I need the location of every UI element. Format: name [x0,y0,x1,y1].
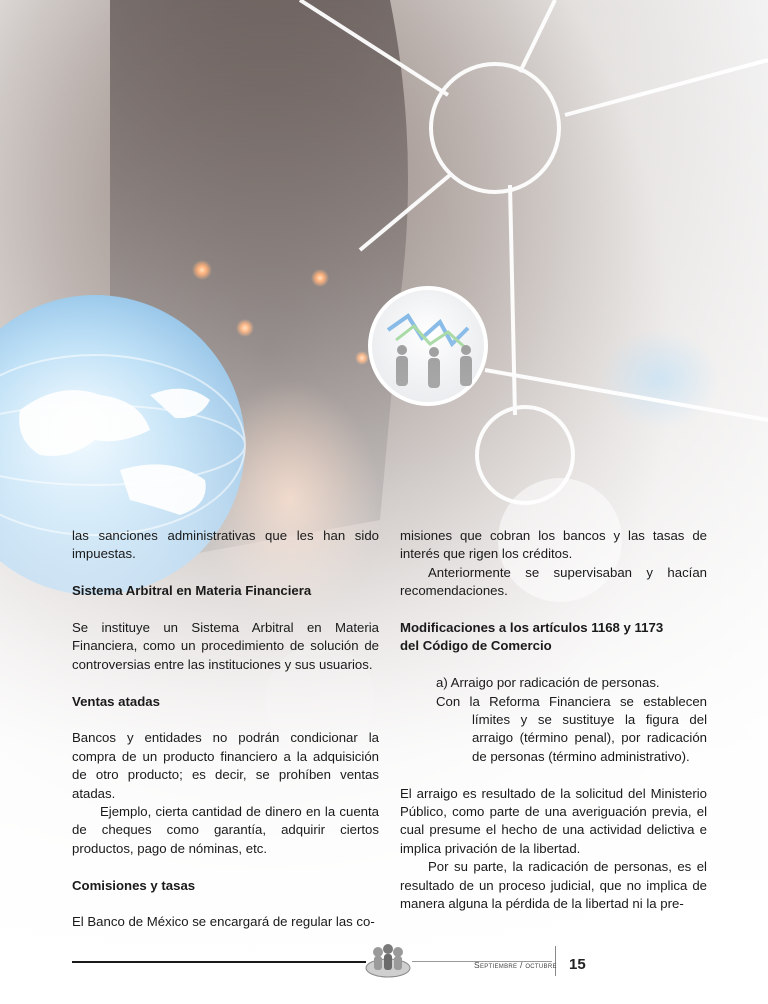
paragraph-ejemplo: Ejemplo, cierta cantidad de dinero en la cuenta de cheques como garantía, adquirir ciertos productos, pago de nóminas, etc. [72,804,379,856]
left-column [72,527,379,932]
list-item-arraigo: a) Arraigo por radicación de personas. [436,675,660,691]
footer-page-number: 15 [569,956,586,973]
paragraph-radicacion: Por su parte, la radicación de personas, es el resultado de un proceso judicial, que no implica de manera alguna la pérdida de la libertad ni la pre- [400,859,707,912]
list-item-arraigo-description: Con la Reforma Financiera se establecen límites y se sustituye la figura del arraigo (término penal), por radicación de personas (término administrativo). [436,693,707,764]
paragraph-ventas-atadas: Bancos y entidades no podrán condicionar la compra de un producto financiero a la adquisición de otro producto; es decir, se prohíben ventas atadas. [72,730,379,801]
heading-modificaciones-line1: Modificaciones a los artículos 1168 y 1173 [400,620,664,636]
heading-comisiones-tasas: Comisiones y tasas [72,877,196,893]
footer-rule-left [72,961,366,963]
paragraph-arraigo: El arraigo es resultado de la solicitud del Ministerio Público, como parte de una averiguación previa, el cual presume el hecho de una actividad delictiva e implica privación de la libertad. [400,785,707,856]
paragraph-comisiones: El Banco de México se encargará de regular las co- [72,914,375,930]
heading-modificaciones [400,619,707,656]
paragraph-comisiones-cont: misiones que cobran los bancos y las tasas de interés que rigen los créditos. [400,528,707,562]
paragraph-sanciones: las sanciones administrativas que les han sido impuestas. [72,528,379,562]
paragraph-sistema-arbitral: Se instituye un Sistema Arbitral en Materia Financiera, como un procedimiento de solución de controversias entre las instituciones y sus usuarios. [72,620,379,672]
paragraph-anteriormente: Anteriormente se supervisaban y hacían recomendaciones. [400,564,707,599]
footer-issue-month: Septiembre / octubre [474,960,557,970]
right-column [400,527,707,913]
heading-modificaciones-line2: del Código de Comercio [400,638,552,654]
heading-sistema-arbitral: Sistema Arbitral en Materia Financiera [72,583,312,599]
publication-logo-icon [364,942,412,982]
heading-ventas-atadas: Ventas atadas [72,693,160,709]
